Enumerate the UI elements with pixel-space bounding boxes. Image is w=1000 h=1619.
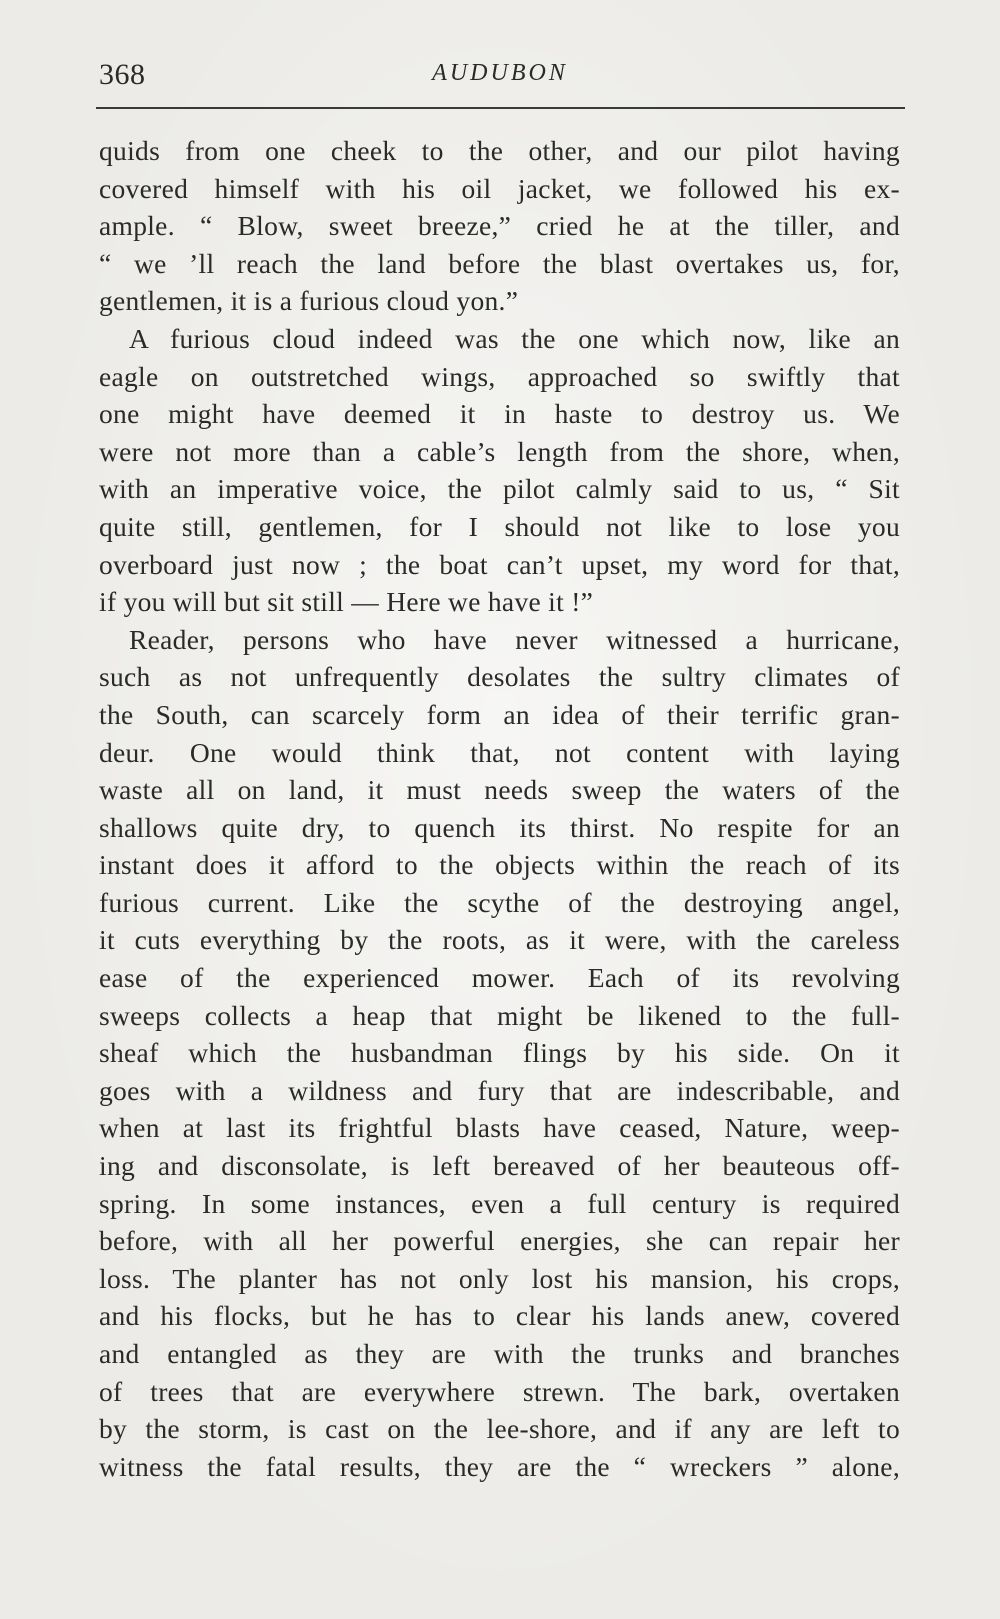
text-line: it cuts everything by the roots, as it were, with the careless [99, 924, 900, 956]
page-number: 368 [99, 58, 146, 91]
text-line: covered himself with his oil jacket, we followed his ex- [99, 172, 900, 204]
text-line: ease of the experienced mower. Each of its revolving [99, 962, 900, 994]
text-line: instant does it afford to the objects within the reach of its [99, 849, 900, 881]
text-line: spring. In some instances, even a full century is required [99, 1187, 900, 1219]
text-line: waste all on land, it must needs sweep the waters of the [99, 774, 900, 806]
text-line: loss. The planter has not only lost his mansion, his crops, [99, 1262, 900, 1294]
text-line: A furious cloud indeed was the one which now, like an [129, 322, 900, 354]
text-line: gentlemen, it is a furious cloud yon.” [99, 285, 519, 317]
text-line: of trees that are everywhere strewn. The bark, overtaken [99, 1375, 900, 1407]
text-line: overboard just now ; the boat can’t upset, my word for that, [99, 548, 900, 580]
text-line: ing and disconsolate, is left bereaved of her beauteous off- [99, 1150, 900, 1182]
text-line: deur. One would think that, not content with laying [99, 736, 900, 768]
header-rule [96, 107, 905, 109]
text-line: when at last its frightful blasts have ceased, Nature, weep- [99, 1112, 900, 1144]
text-line: and his flocks, but he has to clear his lands anew, covered [99, 1300, 900, 1332]
text-line: goes with a wildness and fury that are indescribable, and [99, 1074, 900, 1106]
text-line: were not more than a cable’s length from the shore, when, [99, 435, 900, 467]
text-line: before, with all her powerful energies, she can repair her [99, 1225, 900, 1257]
body-text [99, 132, 900, 1485]
text-line: quids from one cheek to the other, and our pilot having [99, 135, 900, 166]
text-line: such as not unfrequently desolates the sultry climates of [99, 661, 900, 693]
text-line: witness the fatal results, they are the “ wreckers ” alone, [99, 1450, 900, 1482]
text-line: “ we ’ll reach the land before the blast overtakes us, for, [99, 247, 900, 279]
text-line: furious current. Like the scythe of the destroying angel, [99, 886, 900, 918]
text-line: by the storm, is cast on the lee-shore, and if any are left to [99, 1413, 900, 1445]
text-line: with an imperative voice, the pilot calmly said to us, “ Sit [99, 473, 900, 505]
text-line: one might have deemed it in haste to destroy us. We [99, 398, 900, 430]
text-line: ample. “ Blow, sweet breeze,” cried he at the tiller, and [99, 210, 900, 242]
text-line: eagle on outstretched wings, approached so swiftly that [99, 360, 900, 392]
running-title: AUDUBON [432, 60, 568, 86]
running-head [99, 58, 901, 98]
text-line: the South, can scarcely form an idea of their terrific gran- [99, 698, 900, 730]
text-line: and entangled as they are with the trunks and branches [99, 1338, 900, 1369]
text-line: shallows quite dry, to quench its thirst. No respite for an [99, 811, 900, 843]
text-line: quite still, gentlemen, for I should not like to lose you [99, 510, 900, 542]
text-line: sheaf which the husbandman flings by his side. On it [99, 1037, 900, 1069]
text-line: if you will but sit still — Here we have it !” [99, 586, 594, 618]
text-line: sweeps collects a heap that might be likened to the full- [99, 999, 900, 1031]
text-line: Reader, persons who have never witnessed a hurricane, [129, 623, 900, 655]
